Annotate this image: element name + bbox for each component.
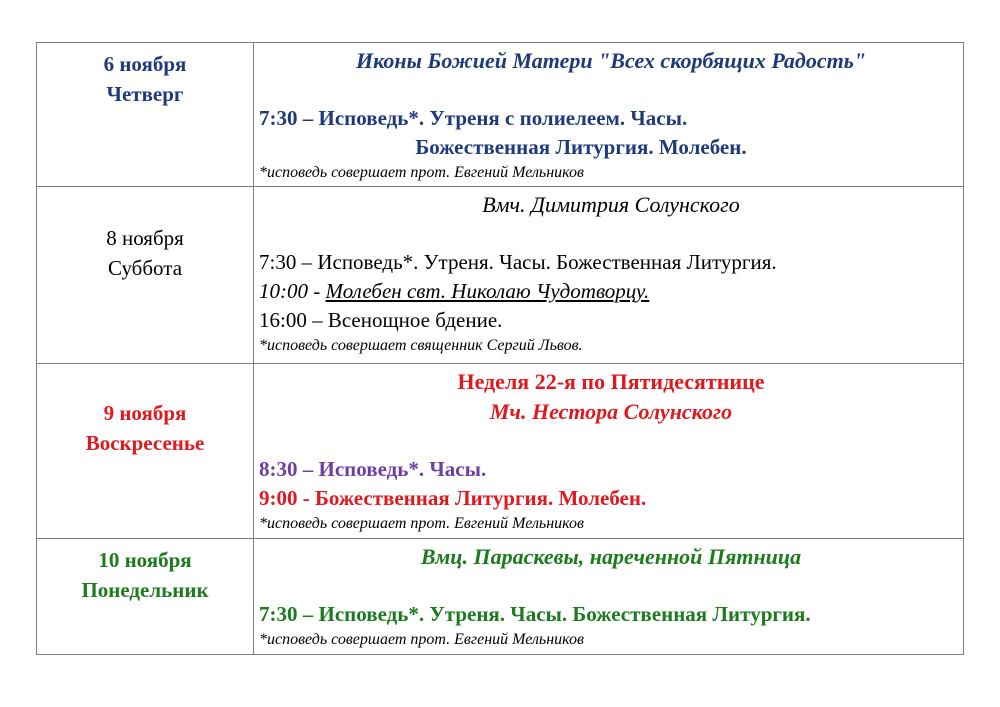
confession-note: *исповедь совершает священник Сергий Львов. [259,337,583,354]
service-cell [254,187,964,364]
service-cell [254,364,964,539]
date-cell [37,364,254,539]
moleben-text: Молебен свт. Николаю Чудотворцу. [325,279,650,303]
confession-note: *исповедь совершает прот. Евгений Мельников [259,164,584,181]
weekday-label: Понедельник [81,578,209,602]
table-row [37,364,964,539]
weekday-label: Четверг [106,82,184,106]
service-line: 7:30 – Исповедь*. Утреня с полиелеем. Часы. [259,106,688,130]
confession-note: *исповедь совершает прот. Евгений Мельников [259,515,584,532]
service-line [259,277,963,306]
feast-title: Вмч. Димитрия Солунского [482,192,740,217]
table-row [37,539,964,655]
service-line: 8:30 – Исповедь*. Часы. [259,457,487,481]
schedule-table [36,42,964,655]
table-row [37,187,964,364]
service-line: Божественная Литургия. Молебен. [415,135,747,159]
weekday-label: Суббота [107,256,183,280]
service-line: 7:30 – Исповедь*. Утреня. Часы. Божественная Литургия. [259,602,811,626]
service-cell [254,43,964,187]
service-cell [254,539,964,655]
service-line: 7:30 – Исповедь*. Утреня. Часы. Божественная Литургия. [259,250,777,274]
confession-note: *исповедь совершает прот. Евгений Мельников [259,631,584,648]
date-cell [37,187,254,364]
service-line: 9:00 - Божественная Литургия. Молебен. [259,486,647,510]
date-label: 9 ноября [103,401,187,425]
feast-title: Вмц. Параскевы, нареченной Пятница [420,544,802,569]
weekday-label: Воскресенье [85,431,205,455]
service-line: 16:00 – Всенощное бдение. [259,308,503,332]
feast-title: Иконы Божией Матери "Всех скорбящих Радость" [356,48,866,73]
date-cell [37,43,254,187]
date-cell [37,539,254,655]
table-row [37,43,964,187]
date-label: 10 ноября [98,548,192,572]
date-label: 6 ноября [103,52,187,76]
date-label: 8 ноября [106,226,184,250]
service-time: 10:00 - [259,279,326,303]
sunday-title: Неделя 22-я по Пятидесятнице [457,369,765,394]
feast-title: Мч. Нестора Солунского [489,399,733,424]
